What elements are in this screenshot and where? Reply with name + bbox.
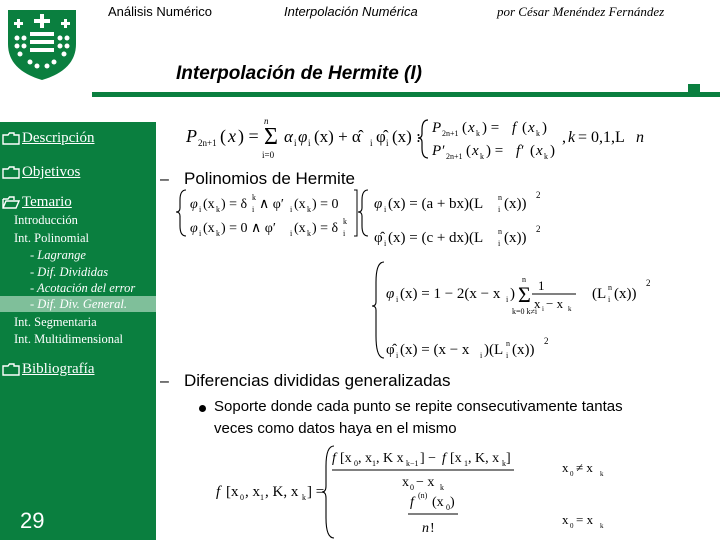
svg-text:(x) = (a + bx)(L: (x) = (a + bx)(L (388, 196, 484, 212)
svg-text:k: k (476, 129, 480, 138)
folder-icon (2, 363, 20, 376)
header-topic: Interpolación Numérica (284, 4, 418, 19)
svg-text:(: ( (522, 120, 527, 136)
svg-text:(x)): (x)) (512, 342, 535, 358)
svg-text:f′: f′ (516, 143, 524, 159)
svg-text:x: x (228, 126, 236, 146)
svg-text:x: x (528, 120, 535, 136)
svg-text:Σ: Σ (264, 124, 278, 150)
svg-text:0: 0 (446, 503, 450, 512)
svg-text:k: k (216, 205, 220, 214)
svg-text:φ: φ (298, 127, 308, 146)
svg-text:i: i (480, 351, 483, 360)
svg-text:1: 1 (260, 493, 264, 502)
svg-text:i=0: i=0 (262, 150, 275, 160)
sidebar-item-descripcion[interactable] (2, 130, 94, 147)
svg-text:φ: φ (190, 197, 198, 212)
svg-text:k: k (568, 305, 572, 313)
svg-text:, K x: , K x (376, 451, 404, 466)
hermite-basis-formulas (172, 186, 652, 364)
svg-text:k: k (536, 129, 540, 138)
svg-text:) = 0 ∧ φ′: ) = 0 ∧ φ′ (221, 221, 276, 236)
svg-text:∧ φ′: ∧ φ′ (259, 197, 284, 212)
svg-text:n: n (264, 116, 269, 126)
generalized-divided-difference-formula (214, 440, 614, 540)
svg-text:(x)): (x)) (504, 230, 527, 246)
slide-title: Interpolación de Hermite (I) (176, 63, 422, 84)
bullet-dash: – (160, 171, 169, 188)
svg-text:i: i (608, 295, 611, 304)
sidebar-item-label: Bibliografía (22, 361, 95, 377)
bullet-dash: – (160, 373, 169, 390)
svg-text:− x: − x (416, 475, 435, 490)
folder-icon (2, 132, 20, 145)
svg-text:]: ] (506, 451, 511, 466)
svg-text:k: k (307, 229, 311, 238)
svg-text:[x: [x (226, 484, 239, 500)
svg-text:x: x (562, 460, 569, 475)
svg-text:): ) (510, 286, 515, 302)
svg-text:= 0,1,L: = 0,1,L (578, 129, 625, 146)
svg-text:0: 0 (570, 522, 574, 530)
svg-text:[x: [x (450, 451, 462, 466)
svg-text:x: x (534, 296, 541, 311)
svg-text:f: f (332, 451, 336, 466)
svg-text:2: 2 (544, 336, 549, 346)
svg-text:i: i (384, 205, 387, 214)
svg-text:i: i (506, 351, 509, 360)
svg-text:1: 1 (464, 459, 468, 468)
svg-text:k: k (600, 470, 604, 478)
svg-text:!: ! (430, 521, 435, 536)
svg-text:i: i (498, 205, 501, 214)
svg-text:k: k (302, 493, 306, 502)
svg-text:1: 1 (372, 459, 376, 468)
svg-text:φ̂: φ̂ (376, 127, 386, 146)
svg-text:x: x (562, 512, 569, 527)
svg-text:i: i (308, 138, 311, 148)
page-number: 29 (20, 508, 45, 533)
svg-text:1: 1 (538, 278, 545, 293)
svg-text:(: ( (220, 126, 226, 146)
svg-text:): ) (550, 143, 555, 159)
item-diferencias-generalizadas: Diferencias divididas generalizadas (184, 371, 451, 390)
slide-header (0, 0, 720, 100)
svg-text:(: ( (466, 143, 471, 159)
title-underline (92, 92, 720, 97)
item-polinomios-hermite: Polinomios de Hermite (184, 169, 356, 188)
svg-text:, K, x: , K, x (468, 451, 500, 466)
svg-text:i: i (199, 229, 202, 238)
svg-text:0: 0 (410, 483, 414, 492)
svg-text:,: , (562, 129, 566, 146)
svg-text:x: x (536, 143, 543, 159)
svg-text:0: 0 (240, 493, 244, 502)
svg-text:x: x (402, 475, 409, 490)
svg-text:i: i (199, 205, 202, 214)
svg-text:P: P (432, 120, 442, 136)
svg-text:k: k (343, 217, 347, 226)
svg-text:α: α (284, 127, 293, 146)
svg-text:, K, x: , K, x (265, 484, 299, 500)
svg-text:P: P (186, 126, 197, 146)
svg-text:)(L: )(L (484, 342, 504, 358)
svg-text:x: x (468, 120, 475, 136)
svg-text:k−1: k−1 (406, 459, 419, 468)
svg-text:) = δ: ) = δ (312, 221, 339, 236)
svg-text:(x) :: (x) : (392, 127, 421, 146)
svg-text:): ) (542, 120, 547, 136)
svg-text:0: 0 (570, 470, 574, 478)
sidebar-item-label: Objetivos (22, 164, 81, 180)
svg-text:, x: , x (358, 451, 372, 466)
sidebar-subitem-segmentaria[interactable]: Int. Segmentaria (14, 315, 97, 329)
sidebar-item-temario[interactable] (2, 194, 72, 211)
sidebar-subitem-polinomial[interactable]: Int. Polinomial (14, 231, 89, 245)
svg-text:[x: [x (340, 451, 352, 466)
svg-text:k: k (600, 522, 604, 530)
svg-text:i: i (396, 295, 399, 304)
svg-text:f: f (442, 451, 446, 466)
subitem-soporte: Soporte donde cada punto se repite consecutivamente tantas veces como datos haya en el mismo (214, 398, 623, 437)
svg-text:φ: φ (190, 221, 198, 236)
svg-text:] −: ] − (420, 451, 437, 466)
svg-text:(x: (x (294, 221, 306, 236)
svg-text:i: i (290, 205, 293, 214)
university-seal-icon (0, 0, 84, 84)
sidebar-subitem-dif-divididas[interactable]: - Dif. Divididas (30, 265, 109, 279)
sidebar-subitem-acotacion[interactable]: - Acotación del error (30, 281, 136, 295)
svg-text:(x: (x (203, 197, 215, 212)
svg-text:i: i (252, 205, 255, 214)
svg-text:2n+1: 2n+1 (198, 138, 217, 148)
svg-text:f: f (410, 495, 414, 510)
svg-text:i: i (542, 305, 544, 313)
svg-text:− x: − x (546, 296, 564, 311)
svg-text:(L: (L (592, 286, 607, 302)
svg-text:k: k (480, 152, 484, 161)
svg-text:(x) = (x − x: (x) = (x − x (400, 342, 470, 358)
sidebar-item-label: Descripción (22, 130, 95, 146)
svg-text:2: 2 (536, 190, 541, 200)
svg-text:φ: φ (374, 196, 383, 212)
svg-text:P′: P′ (432, 143, 445, 159)
svg-text:i: i (290, 229, 293, 238)
svg-text:i: i (343, 229, 346, 238)
svg-text:k=0 k≠i: k=0 k≠i (512, 307, 538, 316)
svg-text:n: n (422, 521, 429, 536)
svg-text:n: n (636, 129, 644, 146)
svg-text:(x)): (x)) (504, 196, 527, 212)
svg-text:) =: ) = (238, 126, 259, 146)
svg-text:) =: ) = (486, 143, 504, 159)
svg-text:(: ( (462, 120, 467, 136)
svg-text:2: 2 (536, 224, 541, 234)
sidebar-subitem-lagrange[interactable]: - Lagrange (30, 248, 86, 262)
svg-text:2n+1: 2n+1 (446, 152, 463, 161)
svg-text:i: i (396, 351, 399, 360)
svg-text:) =: ) = (482, 120, 500, 136)
svg-text:(x) = (c + dx)(L: (x) = (c + dx)(L (388, 230, 484, 246)
svg-text:, x: , x (245, 484, 260, 500)
svg-text:(x: (x (432, 495, 444, 510)
sidebar-item-objetivos[interactable] (2, 164, 80, 181)
svg-text:φ: φ (386, 286, 395, 302)
hermite-polynomial-formula (180, 108, 660, 164)
header-course: Análisis Numérico (108, 4, 213, 19)
sidebar-subitem-intro[interactable]: Introducción (14, 213, 78, 227)
svg-text:2: 2 (646, 278, 651, 288)
svg-text:i: i (384, 239, 387, 248)
sidebar-subitem-dif-div-general[interactable]: - Dif. Div. General. (30, 297, 127, 311)
sidebar-subitem-multidimensional[interactable]: Int. Multidimensional (14, 332, 124, 346)
svg-text:k: k (307, 205, 311, 214)
svg-text:n: n (498, 193, 502, 202)
svg-text:x: x (472, 143, 479, 159)
svg-text:i: i (386, 138, 389, 148)
svg-text:k: k (544, 152, 548, 161)
sidebar (0, 122, 156, 540)
svg-text:k: k (216, 229, 220, 238)
svg-text:(x: (x (294, 197, 306, 212)
svg-text:0: 0 (354, 459, 358, 468)
sidebar-item-label: Temario (22, 194, 72, 210)
svg-text:2n+1: 2n+1 (442, 129, 459, 138)
sub-bullet-dot (199, 405, 206, 412)
title-marker (688, 84, 700, 96)
svg-text:(x) + α̂: (x) + α̂ (314, 127, 361, 146)
svg-text:) = δ: ) = δ (221, 197, 248, 212)
svg-text:f: f (216, 484, 221, 500)
svg-text:= x: = x (576, 512, 594, 527)
header-author: por César Menéndez Fernández (497, 4, 665, 19)
svg-text:k: k (440, 483, 444, 492)
svg-text:(x) = 1 − 2(x − x: (x) = 1 − 2(x − x (400, 286, 501, 302)
svg-text:): ) (450, 495, 455, 510)
svg-text:f: f (512, 120, 517, 136)
svg-text:≠ x: ≠ x (576, 460, 593, 475)
svg-text:(: ( (530, 143, 535, 159)
svg-text:] =: ] = (307, 484, 325, 500)
svg-text:(x)): (x)) (614, 286, 637, 302)
svg-text:φ̂: φ̂ (386, 342, 395, 358)
svg-text:k: k (502, 459, 506, 468)
svg-text:(x: (x (203, 221, 215, 236)
svg-text:Σ: Σ (518, 282, 531, 307)
svg-text:φ̂: φ̂ (374, 230, 383, 246)
svg-text:i: i (498, 239, 501, 248)
svg-text:k: k (252, 193, 256, 202)
sidebar-item-bibliografia[interactable] (2, 361, 94, 378)
svg-text:i: i (294, 138, 297, 148)
folder-open-icon (2, 196, 20, 209)
svg-text:n: n (498, 227, 502, 236)
folder-icon (2, 166, 20, 179)
svg-text:i: i (506, 295, 509, 304)
svg-text:n: n (522, 275, 526, 284)
svg-text:(n): (n) (418, 491, 428, 500)
svg-text:) = 0: ) = 0 (312, 197, 339, 212)
svg-text:n: n (608, 283, 612, 292)
svg-text:k: k (568, 129, 576, 146)
svg-text:n: n (506, 339, 510, 348)
svg-text:i: i (370, 138, 373, 148)
